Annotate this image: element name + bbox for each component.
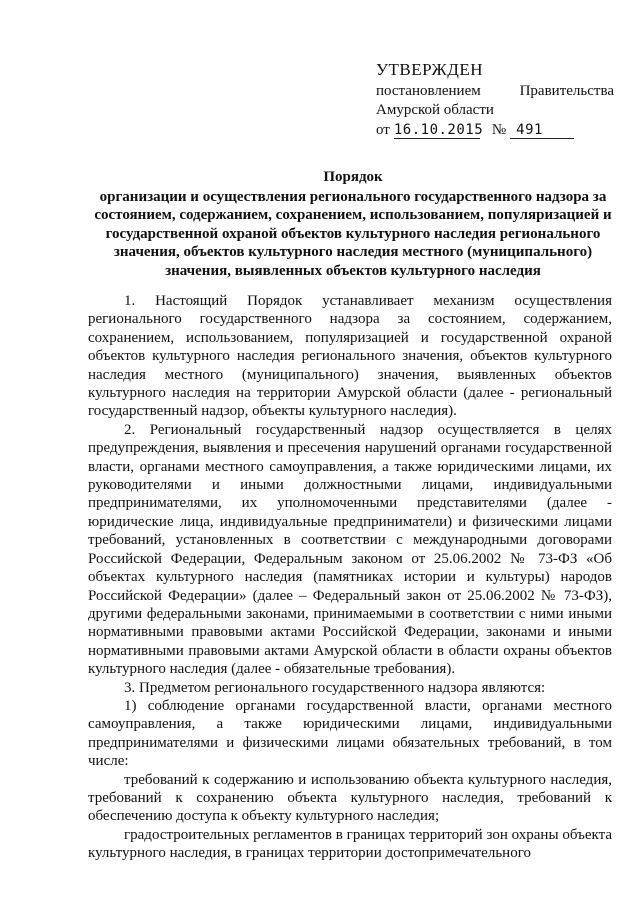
approval-number: 491 — [510, 122, 574, 139]
approval-stamp — [376, 60, 614, 140]
paragraph-3-1-a: требований к содержанию и использованию объекта культурного наследия, требований к сохранению объекта культурного наследия, требований к обеспечению доступа к объекту культурного наследия; — [88, 771, 612, 825]
paragraph-2: 2. Региональный государственный надзор осуществляется в целях предупреждения, выявления и пресечения нарушений органами государственной власти, органами местного самоуправления, а также юридическими лицами, их руководителями и иными должностными лицами, индивидуальными предпринимателями, их уполномоченными представителями (далее - юридические лица, индивидуальные предприниматели) и физическими лицами требований, установленных в соответствии с международными договорами Российской Федерации, Федеральным законом от 25.06.2002 № 73-ФЗ «Об объектах культурного наследия (памятниках истории и культуры) народов Российской Федерации» (далее – Федеральный закон от 25.06.2002 № 73-ФЗ), другими федеральными законами, принимаемыми в соответствии с ними иными нормативными правовыми актами Российской Федерации, законами и иными нормативными правовыми актами Амурской области в области охраны объектов культурного наследия (далее - обязательные требования). — [88, 421, 612, 678]
approval-number-label: № — [491, 122, 507, 138]
approval-date-line — [376, 121, 614, 140]
document-body — [88, 292, 612, 863]
paragraph-3: 3. Предметом регионального государственного надзора являются: — [124, 679, 546, 696]
document-title — [86, 168, 620, 280]
approval-region: Амурской области — [376, 102, 494, 118]
document-subtitle: организации и осуществления регионального государственного надзора за состоянием, содержанием, сохранением, использованием, популяризацией и государственной охраной объектов культурного наследия регионального значения, объектов культурного наследия местного (муниципального) значения, выявленных объектов культурного наследия — [94, 188, 612, 279]
paragraph-1: 1. Настоящий Порядок устанавливает механизм осуществления регионального государственного надзора за состоянием, содержанием, сохранением, использованием, популяризацией и государственной охраной объектов культурного наследия регионального значения, объектов культурного наследия местного (муниципального) значения, выявленных объектов культурного наследия на территории Амурской области (далее - региональный государственный надзор, объекты культурного наследия). — [88, 293, 612, 420]
paragraph-3-1: 1) соблюдение органами государственной власти, органами местного самоуправления, а также юридическими лицами, индивидуальными предпринимателями и физическими лицами обязательных требований, в том числе: — [88, 697, 612, 770]
approval-resolution-label: постановлением — [376, 83, 481, 99]
approval-date: 16.10.2015 — [393, 122, 484, 138]
approval-title: УТВЕРЖДЕН — [376, 60, 483, 79]
approval-line-1 — [376, 82, 614, 101]
approval-from-label: от — [376, 122, 390, 138]
paragraph-3-1-b: градостроительных регламентов в границах территорий зон охраны объекта культурного наследия, в границах территории достопримечательного — [88, 826, 612, 862]
approval-government-label: Правительства — [519, 83, 614, 99]
document-heading: Порядок — [323, 169, 383, 185]
